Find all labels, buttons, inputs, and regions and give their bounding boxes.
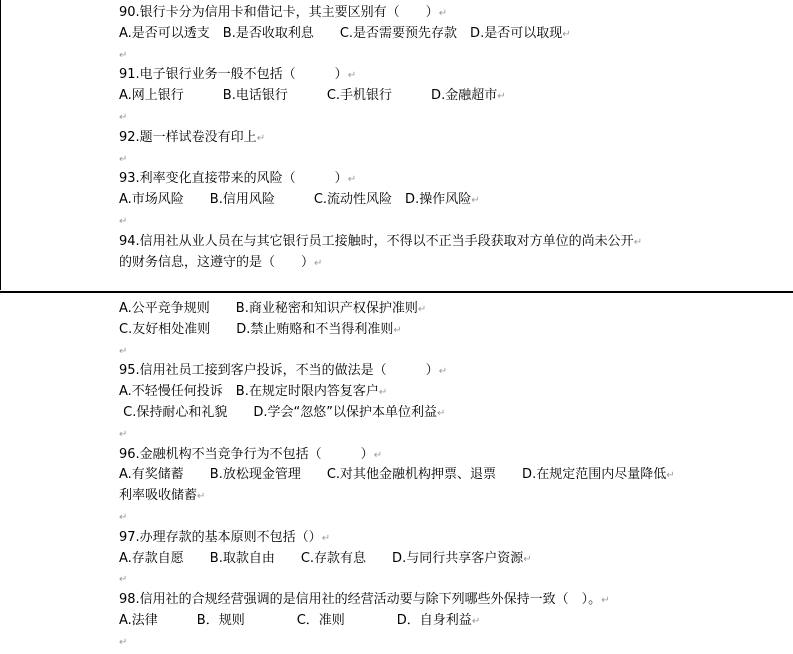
question-line <box>119 107 739 128</box>
question-line <box>119 486 739 507</box>
question-line <box>119 299 739 320</box>
line-text: C.友好相处准则 D.禁止贿赂和不当得利准则 <box>119 321 394 337</box>
paragraph-mark-icon: ↵ <box>471 615 481 627</box>
paragraph-mark-icon: ↵ <box>119 215 128 227</box>
line-text: C.保持耐心和礼貌 D.学会“忽悠”以保护本单位利益 <box>119 404 437 420</box>
line-text: A.有奖储蓄 B.放松现金管理 C.对其他金融机构押票、退票 D.在规定范围内尽量降低 <box>119 467 667 483</box>
document-page-bottom <box>119 299 739 653</box>
question-line <box>119 382 739 403</box>
line-text: A.存款自愿 B.取款自由 C.存款有息 D.与同行共享客户资源 <box>119 550 524 566</box>
question-line <box>119 128 739 149</box>
question-line <box>119 65 739 86</box>
document-page-top <box>119 3 739 273</box>
paragraph-mark-icon: ↵ <box>119 636 128 648</box>
line-text: A.不轻慢任何投诉 B.在规定时限内答复客户 <box>119 384 379 400</box>
paragraph-mark-icon: ↵ <box>393 324 402 336</box>
paragraph-mark-icon: ↵ <box>373 449 383 461</box>
line-text: 92.题一样试卷没有印上 <box>119 129 257 145</box>
question-line <box>119 232 739 253</box>
question-line <box>119 569 739 590</box>
line-text: 91.电子银行业务一般不包括（ ） <box>119 67 348 83</box>
question-line <box>119 611 739 632</box>
paragraph-mark-icon: ↵ <box>523 553 532 565</box>
paragraph-mark-icon: ↵ <box>497 91 506 103</box>
line-text: A.公平竞争规则 B.商业秘密和知识产权保护准则 <box>119 301 418 316</box>
question-line <box>119 24 739 45</box>
line-text: A.网上银行 B.电话银行 C.手机银行 D.金融超市 <box>119 88 498 104</box>
paragraph-mark-icon: ↵ <box>119 574 128 586</box>
question-line <box>119 424 739 445</box>
paragraph-mark-icon: ↵ <box>119 153 128 165</box>
question-line <box>119 3 739 24</box>
question-line <box>119 169 739 190</box>
page-break-line <box>0 291 793 293</box>
paragraph-mark-icon: ↵ <box>378 387 388 399</box>
question-line <box>119 507 739 528</box>
line-text: 93.利率变化直接带来的风险（ ） <box>119 171 348 187</box>
line-text: 94.信用社从业人员在与其它银行员工接触时，不得以不正当手段获取对方单位的尚未公开 <box>119 233 634 249</box>
question-line <box>119 86 739 107</box>
question-line <box>119 149 739 170</box>
line-text: 96.金融机构不当竞争行为不包括（ ） <box>119 446 374 462</box>
line-text: A.法律 B．规则 C．准则 D．自身利益 <box>119 612 472 628</box>
line-text: 95.信用社员工接到客户投诉，不当的做法是（ ） <box>119 363 439 379</box>
line-text: 90.银行卡分为信用卡和借记卡，其主要区别有（ ） <box>119 5 439 20</box>
paragraph-mark-icon: ↵ <box>197 491 206 503</box>
question-line <box>119 211 739 232</box>
line-text: 利率吸收储蓄 <box>119 488 198 504</box>
line-text: 的财务信息，这遵守的是（ ） <box>119 254 315 270</box>
question-line <box>119 445 739 466</box>
question-line <box>119 590 739 611</box>
paragraph-mark-icon: ↵ <box>347 174 357 186</box>
paragraph-mark-icon: ↵ <box>436 407 446 419</box>
paragraph-mark-icon: ↵ <box>562 28 571 40</box>
paragraph-mark-icon: ↵ <box>347 70 357 82</box>
line-text: 97.办理存款的基本原则不包括（） <box>119 529 322 545</box>
question-line <box>119 465 739 486</box>
question-line <box>119 403 739 424</box>
paragraph-mark-icon: ↵ <box>438 8 448 19</box>
question-line <box>119 632 739 653</box>
paragraph-mark-icon: ↵ <box>601 595 610 607</box>
question-line <box>119 528 739 549</box>
paragraph-mark-icon: ↵ <box>119 511 128 523</box>
paragraph-mark-icon: ↵ <box>119 49 128 61</box>
question-line <box>119 549 739 570</box>
line-text: A.市场风险 B.信用风险 C.流动性风险 D.操作风险 <box>119 192 472 208</box>
paragraph-mark-icon: ↵ <box>256 132 266 144</box>
paragraph-mark-icon: ↵ <box>666 470 675 482</box>
line-text: 98.信用社的合规经营强调的是信用社的经营活动要与除下列哪些外保持一致（ ）。 <box>119 592 602 608</box>
question-line <box>119 190 739 211</box>
paragraph-mark-icon: ↵ <box>119 428 128 440</box>
line-text: A.是否可以透支 B.是否收取利息 C.是否需要预先存款 D.是否可以取现 <box>119 25 563 41</box>
paragraph-mark-icon: ↵ <box>417 304 427 315</box>
question-line <box>119 361 739 382</box>
question-line <box>119 253 739 274</box>
paragraph-mark-icon: ↵ <box>438 366 448 378</box>
paragraph-mark-icon: ↵ <box>633 236 643 248</box>
question-line <box>119 341 739 362</box>
paragraph-mark-icon: ↵ <box>119 111 128 123</box>
paragraph-mark-icon: ↵ <box>471 195 480 207</box>
question-line <box>119 320 739 341</box>
paragraph-mark-icon: ↵ <box>314 257 323 269</box>
paragraph-mark-icon: ↵ <box>119 345 128 357</box>
paragraph-mark-icon: ↵ <box>321 532 331 544</box>
page-left-border <box>0 0 1 290</box>
question-line <box>119 45 739 66</box>
